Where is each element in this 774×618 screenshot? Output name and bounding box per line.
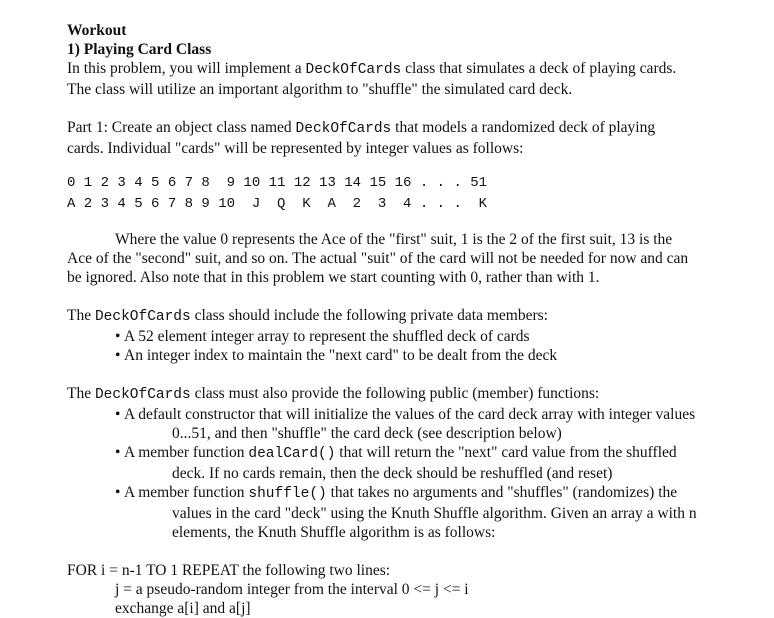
private-text-b: class should include the following private data members: bbox=[190, 307, 548, 324]
item3-text-b: that takes no arguments and "shuffles" (randomizes) the bbox=[326, 484, 678, 501]
list-item-continuation: elements, the Knuth Shuffle algorithm is as follows: bbox=[172, 524, 496, 541]
list-item bbox=[67, 346, 747, 365]
explanation-line-1: Where the value 0 represents the Ace of the "first" suit, 1 is the 2 of the first suit, 13 is the bbox=[115, 231, 673, 248]
algorithm-line-2: j = a pseudo-random integer from the interval 0 <= j <= i bbox=[115, 581, 469, 598]
list-item-text: A 52 element integer array to represent the shuffled deck of cards bbox=[124, 328, 530, 345]
document-body bbox=[67, 21, 747, 618]
intro-text-b: class that simulates a deck of playing cards. bbox=[401, 60, 677, 77]
card-values-row: 0 1 2 3 4 5 6 7 8 9 10 11 12 13 14 15 16 . . . 51 bbox=[67, 175, 488, 191]
item2-text-a: A member function bbox=[124, 444, 249, 461]
bullet-icon: • bbox=[115, 328, 121, 345]
part1-text-a: Part 1: Create an object class named bbox=[67, 119, 296, 136]
item2-text-b: that will return the "next" card value from the shuffled bbox=[335, 444, 677, 461]
list-item-continuation: deck. If no cards remain, then the deck should be reshuffled (and reset) bbox=[172, 465, 613, 482]
list-item-text: A default constructor that will initialize the values of the card deck array with integer values bbox=[124, 406, 696, 423]
bullet-icon: • bbox=[115, 347, 121, 364]
list-item-text bbox=[115, 443, 747, 464]
list-item bbox=[67, 443, 747, 483]
public-functions-intro bbox=[67, 384, 747, 405]
private-members-intro bbox=[67, 306, 747, 327]
class-name-code: DeckOfCards bbox=[295, 121, 392, 137]
public-text-b: class must also provide the following public (member) functions: bbox=[190, 385, 600, 402]
list-item-continuation: 0...51, and then "shuffle" the card deck (see description below) bbox=[172, 425, 562, 442]
intro-text-a: In this problem, you will implement a bbox=[67, 60, 306, 77]
part1-line-1 bbox=[67, 118, 747, 139]
class-name-code: DeckOfCards bbox=[305, 62, 402, 78]
class-name-code: DeckOfCards bbox=[94, 309, 191, 325]
section-heading: 1) Playing Card Class bbox=[67, 41, 212, 58]
list-item-text bbox=[115, 483, 747, 504]
list-item-text: An integer index to maintain the "next card" to be dealt from the deck bbox=[124, 347, 558, 364]
page-title: Workout bbox=[67, 22, 127, 39]
intro-line-1 bbox=[67, 59, 747, 80]
card-faces-row: A 2 3 4 5 6 7 8 9 10 J Q K A 2 3 4 . . . K bbox=[67, 196, 488, 212]
algorithm-line-3: exchange a[i] and a[j] bbox=[115, 600, 251, 617]
public-text-a: The bbox=[67, 385, 95, 402]
list-item bbox=[67, 483, 747, 542]
explanation-line-2: Ace of the "second" suit, and so on. The actual "suit" of the card will not be needed for now and can bbox=[67, 250, 689, 267]
part1-text-b: that models a randomized deck of playing bbox=[391, 119, 656, 136]
item3-text-a: A member function bbox=[124, 484, 249, 501]
function-name-code: shuffle() bbox=[248, 486, 327, 502]
card-value-table bbox=[67, 173, 747, 215]
list-item bbox=[67, 327, 747, 346]
list-item bbox=[67, 405, 747, 443]
list-item-continuation: values in the card "deck" using the Knuth Shuffle algorithm. Given an array a with n bbox=[172, 505, 697, 522]
function-name-code: dealCard() bbox=[248, 446, 336, 462]
algorithm-line-1: FOR i = n-1 TO 1 REPEAT the following two lines: bbox=[67, 562, 391, 579]
private-text-a: The bbox=[67, 307, 95, 324]
intro-line-2: The class will utilize an important algorithm to "shuffle" the simulated card deck. bbox=[67, 81, 573, 98]
bullet-icon: • bbox=[115, 484, 121, 501]
bullet-icon: • bbox=[115, 444, 121, 461]
bullet-icon: • bbox=[115, 406, 121, 423]
explanation-line-3: be ignored. Also note that in this problem we start counting with 0, rather than with 1. bbox=[67, 269, 600, 286]
class-name-code: DeckOfCards bbox=[94, 387, 191, 403]
part1-line-2: cards. Individual "cards" will be represented by integer values as follows: bbox=[67, 140, 524, 157]
